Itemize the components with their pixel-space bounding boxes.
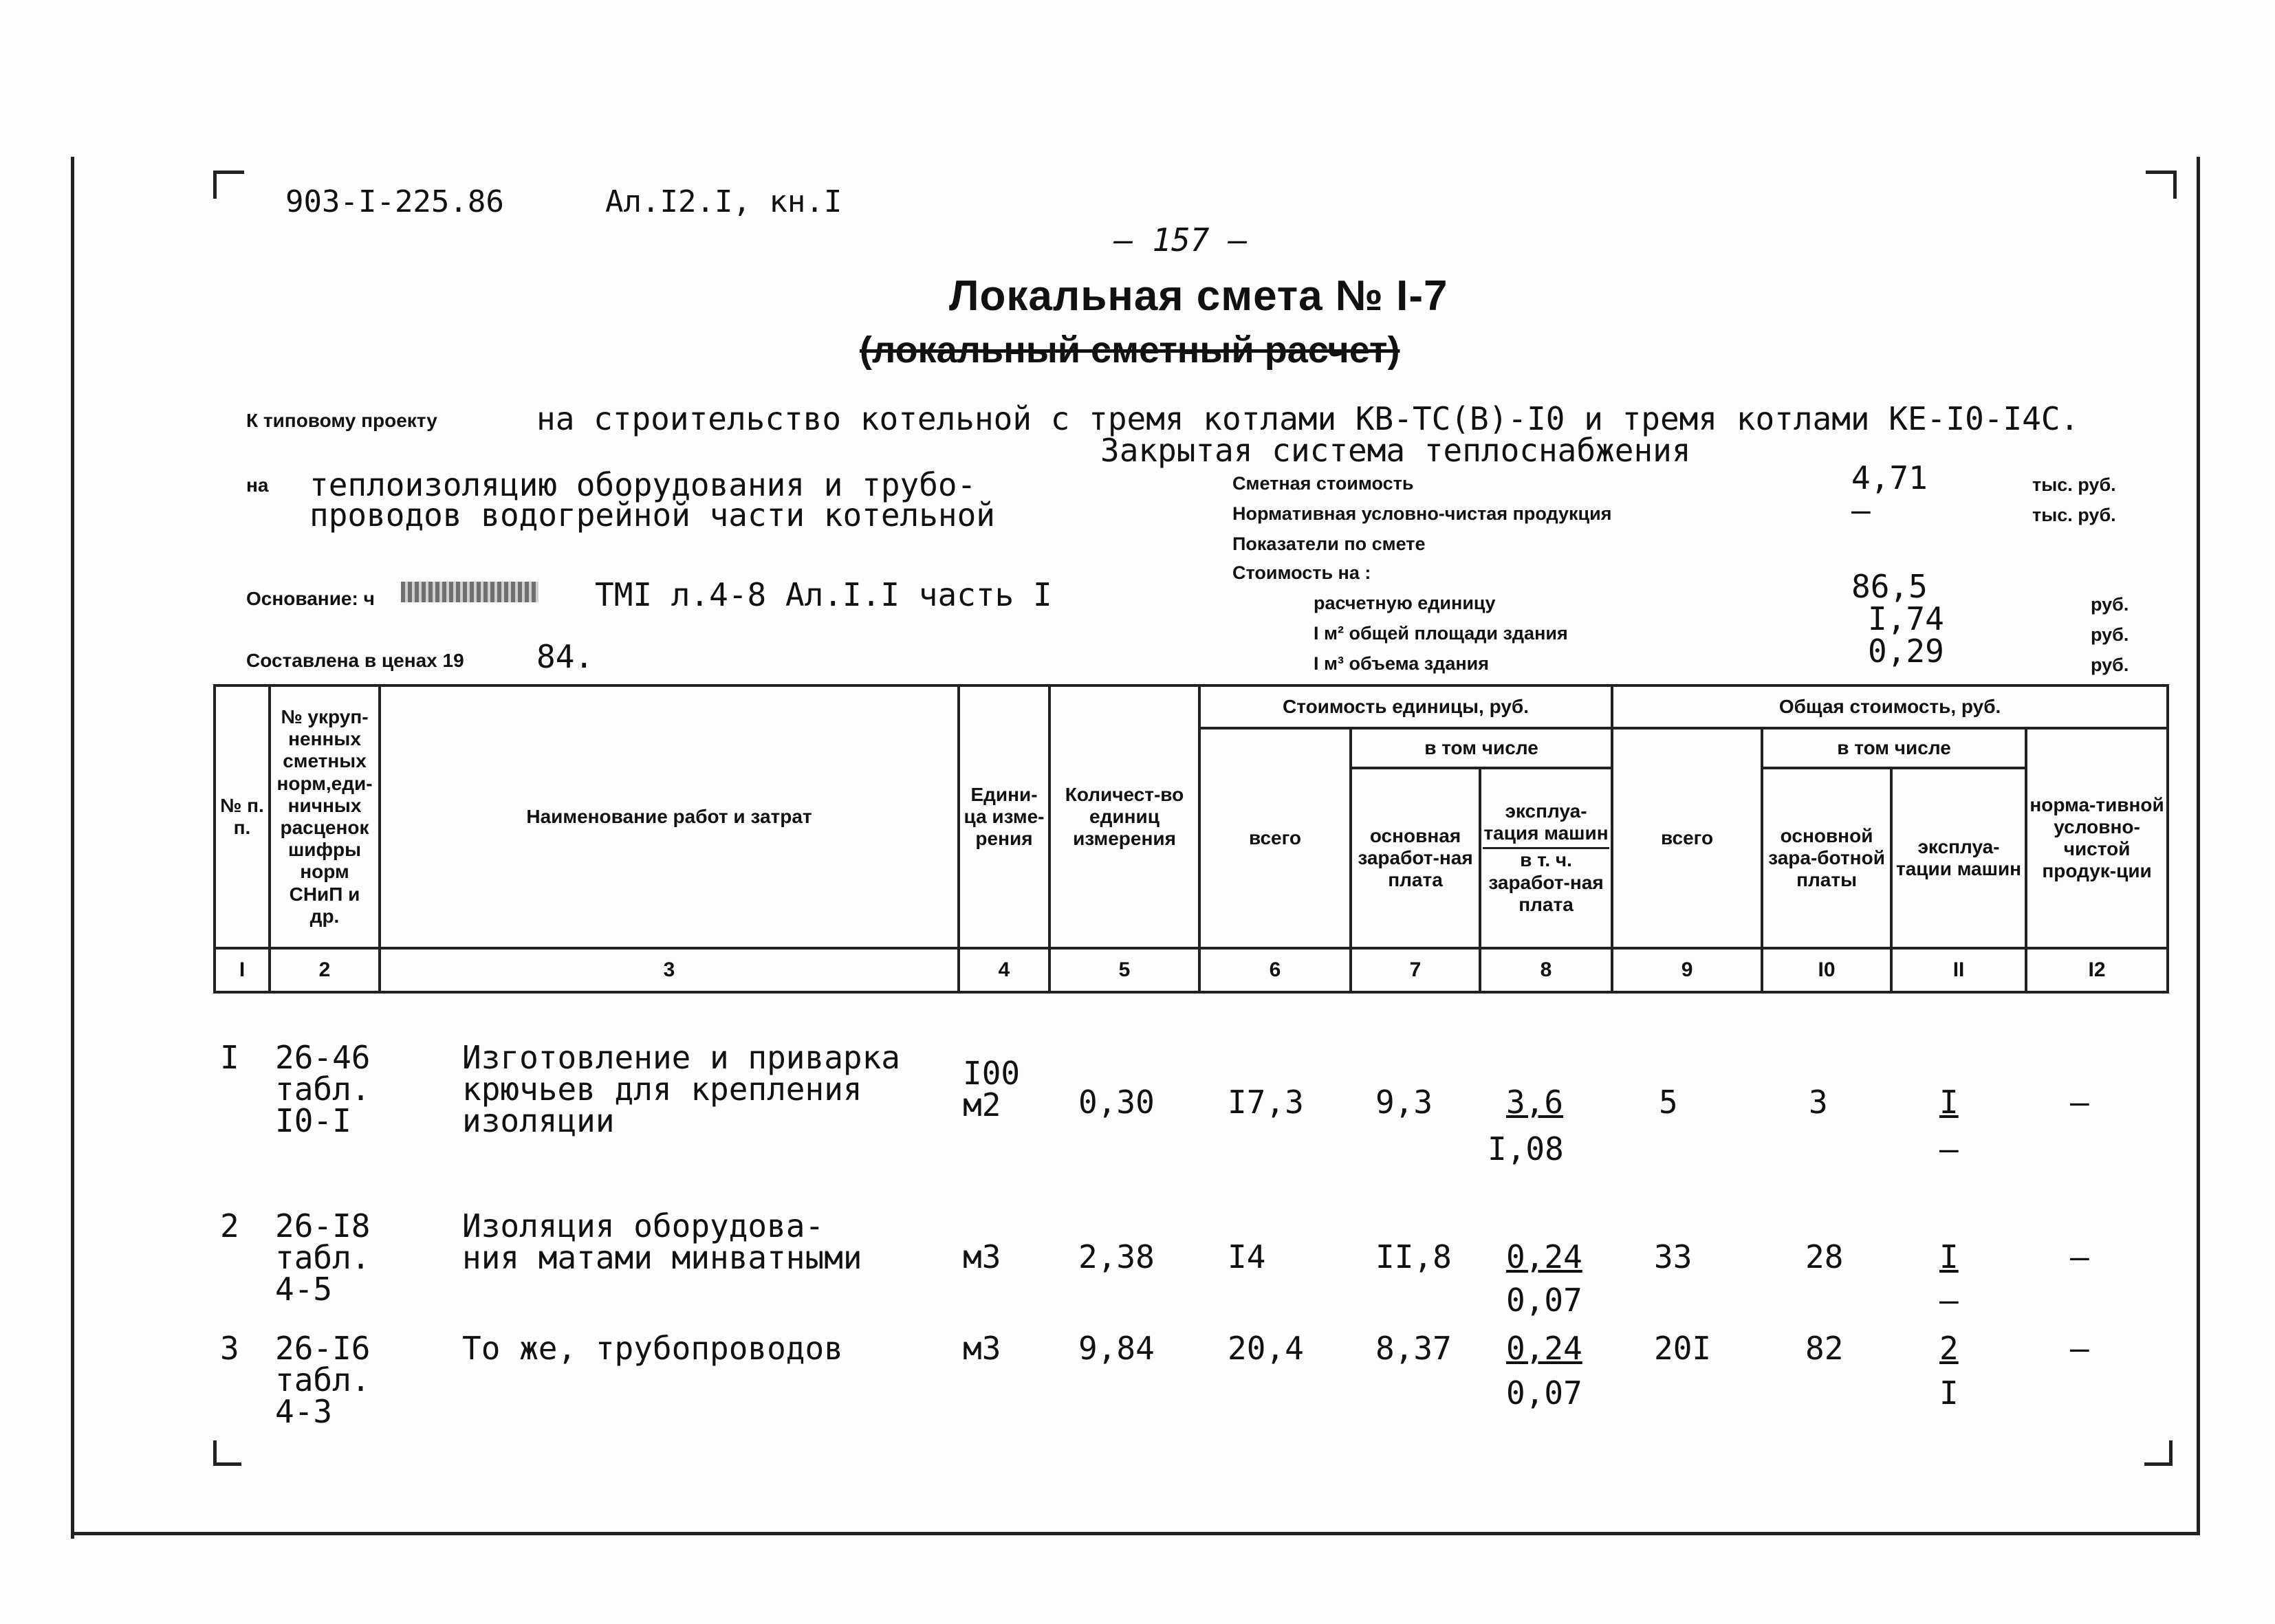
page-number: — 157 — <box>1114 221 1248 259</box>
row-unit: м3 <box>963 1238 1001 1275</box>
row-qty: 0,30 <box>1078 1084 1155 1121</box>
col-header-unit-cost: Стоимость единицы, руб. <box>1199 685 1612 728</box>
row-unit-total: I7,3 <box>1228 1084 1304 1121</box>
volume-label: I м³ объема здания <box>1314 653 1489 674</box>
col-num: 9 <box>1612 948 1762 992</box>
row-unit: м3 <box>963 1330 1001 1367</box>
col-num: I2 <box>2026 948 2168 992</box>
corner-bottom-left <box>213 1440 241 1466</box>
row-total-machines: I <box>1939 1238 1959 1275</box>
normative-unit: тыс. руб. <box>2032 505 2116 525</box>
page-subtitle: (локальный сметный расчет) <box>860 329 1400 371</box>
col-header-normative: норма-тивной условно-чистой продук-ции <box>2026 728 2168 948</box>
col-header-incl-total: в том числе <box>1762 728 2026 768</box>
unit-label: расчетную единицу <box>1314 593 1496 613</box>
row-total: 20I <box>1654 1330 1712 1367</box>
row-machines-wage: I,08 <box>1488 1130 1564 1167</box>
project-line-1: на строительство котельной с тремя котлами КВ-ТС(В)-I0 и тремя котлами КЕ-I0-I4С. <box>536 400 2080 437</box>
unit-value: 86,5 <box>1851 568 1928 605</box>
page-title: Локальная смета № I-7 <box>949 272 1448 320</box>
col-header-machines <box>1480 768 1612 948</box>
basis-label: Основание: ч <box>246 588 375 609</box>
row-wage: 8,37 <box>1375 1330 1452 1367</box>
row-total-machines-wage: – <box>1939 1282 1959 1319</box>
row-normative: – <box>2070 1238 2089 1275</box>
prices-value: 84. <box>536 638 594 675</box>
row-wage: 9,3 <box>1375 1084 1433 1121</box>
col-header-name: Наименование работ и затрат <box>380 685 959 948</box>
col-header-total-wage: основной зара-ботной платы <box>1762 768 1891 948</box>
col-header-wage: основная заработ-ная плата <box>1351 768 1480 948</box>
area-label: I м² общей площади здания <box>1314 623 1568 644</box>
row-machines: 3,6 <box>1506 1084 1564 1121</box>
project-line-2: Закрытая система теплоснабжения <box>1100 432 1691 469</box>
row-machines-wage: 0,07 <box>1506 1282 1582 1319</box>
prices-label: Составлена в ценах 19 <box>246 650 464 671</box>
document-code: 903-I-225.86 <box>285 184 504 219</box>
col-header-code: № укруп-ненных сметных норм,еди-ничных расценок шифры норм СНиП и др. <box>270 685 380 948</box>
basis-value: ТМI л.4-8 Ал.I.I часть I <box>595 576 1052 613</box>
unit-unit: руб. <box>2091 594 2129 615</box>
col-num: 3 <box>380 948 959 992</box>
row-wage: II,8 <box>1375 1238 1452 1275</box>
volume-unit: руб. <box>2091 655 2129 675</box>
row-normative: – <box>2070 1330 2089 1367</box>
estimate-table-header <box>213 684 2169 994</box>
col-header-unit-total: всего <box>1199 728 1351 948</box>
col-header-total-cost: Общая стоимость, руб. <box>1612 685 2168 728</box>
col-header-total: всего <box>1612 728 1762 948</box>
row-total-machines: 2 <box>1939 1330 1959 1367</box>
corner-top-left <box>213 171 244 199</box>
row-total-wage: 82 <box>1805 1330 1844 1367</box>
normative-value: – <box>1851 492 1871 529</box>
col-num: I <box>215 948 270 992</box>
row-machines-wage: 0,07 <box>1506 1374 1582 1412</box>
row-no: I <box>220 1039 239 1076</box>
col-header-machines-top: эксплуа-тация машин <box>1483 800 1609 849</box>
row-unit-total: I4 <box>1228 1238 1266 1275</box>
frame-right-line <box>2197 157 2200 1532</box>
row-total-machines: I <box>1939 1084 1959 1121</box>
col-num: 2 <box>270 948 380 992</box>
corner-bottom-right <box>2144 1440 2173 1466</box>
row-name: Изготовление и приварка крючьев для крепления изоляции <box>462 1039 900 1139</box>
estimate-unit: тыс. руб. <box>2032 474 2116 495</box>
normative-label: Нормативная условно-чистая продукция <box>1232 503 1612 524</box>
estimate-label: Сметная стоимость <box>1232 473 1414 494</box>
on-label: на <box>246 474 269 496</box>
area-unit: руб. <box>2091 624 2129 645</box>
col-header-no: № п. п. <box>215 685 270 948</box>
row-machines: 0,24 <box>1506 1330 1582 1367</box>
row-name: Изоляция оборудова- ния матами минватными <box>462 1207 862 1276</box>
row-name: То же, трубопроводов <box>462 1330 843 1367</box>
col-header-incl-unit: в том числе <box>1351 728 1612 768</box>
row-machines: 0,24 <box>1506 1238 1582 1275</box>
on-line-2: проводов водогрейной части котельной <box>309 496 995 534</box>
col-header-unit: Едини-ца изме-рения <box>959 685 1049 948</box>
corner-top-right <box>2146 171 2177 199</box>
album-reference: Ал.I2.I, кн.I <box>605 184 842 219</box>
row-code: 26-I6 табл. 4-3 <box>275 1330 371 1430</box>
estimate-value: 4,71 <box>1851 459 1928 496</box>
area-value: I,74 <box>1868 600 1944 637</box>
indicators-label: Показатели по смете <box>1232 534 1426 554</box>
row-code: 26-I8 табл. 4-5 <box>275 1207 371 1308</box>
col-num: 7 <box>1351 948 1480 992</box>
row-total-wage: 3 <box>1809 1084 1828 1121</box>
col-header-machines-wage: в т. ч. заработ-ная плата <box>1488 849 1604 915</box>
row-qty: 2,38 <box>1078 1238 1155 1275</box>
row-no: 2 <box>220 1207 239 1244</box>
frame-bottom-line <box>71 1532 2200 1535</box>
volume-value: 0,29 <box>1868 633 1944 670</box>
basis-scribble <box>401 582 538 602</box>
on-line-1: теплоизоляцию оборудования и трубо- <box>309 466 977 503</box>
row-total: 33 <box>1654 1238 1692 1275</box>
col-num: 8 <box>1480 948 1612 992</box>
row-total-machines-wage: – <box>1939 1130 1959 1167</box>
row-unit-total: 20,4 <box>1228 1330 1304 1367</box>
col-num: II <box>1891 948 2026 992</box>
row-total: 5 <box>1659 1084 1678 1121</box>
row-code: 26-46 табл. I0-I <box>275 1039 371 1139</box>
row-unit: I00 м2 <box>963 1055 1021 1123</box>
col-header-qty: Количест-во единиц измерения <box>1049 685 1199 948</box>
row-total-machines-wage: I <box>1939 1374 1959 1412</box>
col-num: 6 <box>1199 948 1351 992</box>
col-num: 4 <box>959 948 1049 992</box>
col-num: I0 <box>1762 948 1891 992</box>
row-no: 3 <box>220 1330 239 1367</box>
col-header-total-machines: эксплуа-тации машин <box>1891 768 2026 948</box>
row-normative: – <box>2070 1084 2089 1121</box>
row-qty: 9,84 <box>1078 1330 1155 1367</box>
cost-per-label: Стоимость на : <box>1232 562 1371 583</box>
project-label: К типовому проекту <box>246 410 437 431</box>
col-num: 5 <box>1049 948 1199 992</box>
row-total-wage: 28 <box>1805 1238 1844 1275</box>
frame-left-line <box>71 157 74 1539</box>
